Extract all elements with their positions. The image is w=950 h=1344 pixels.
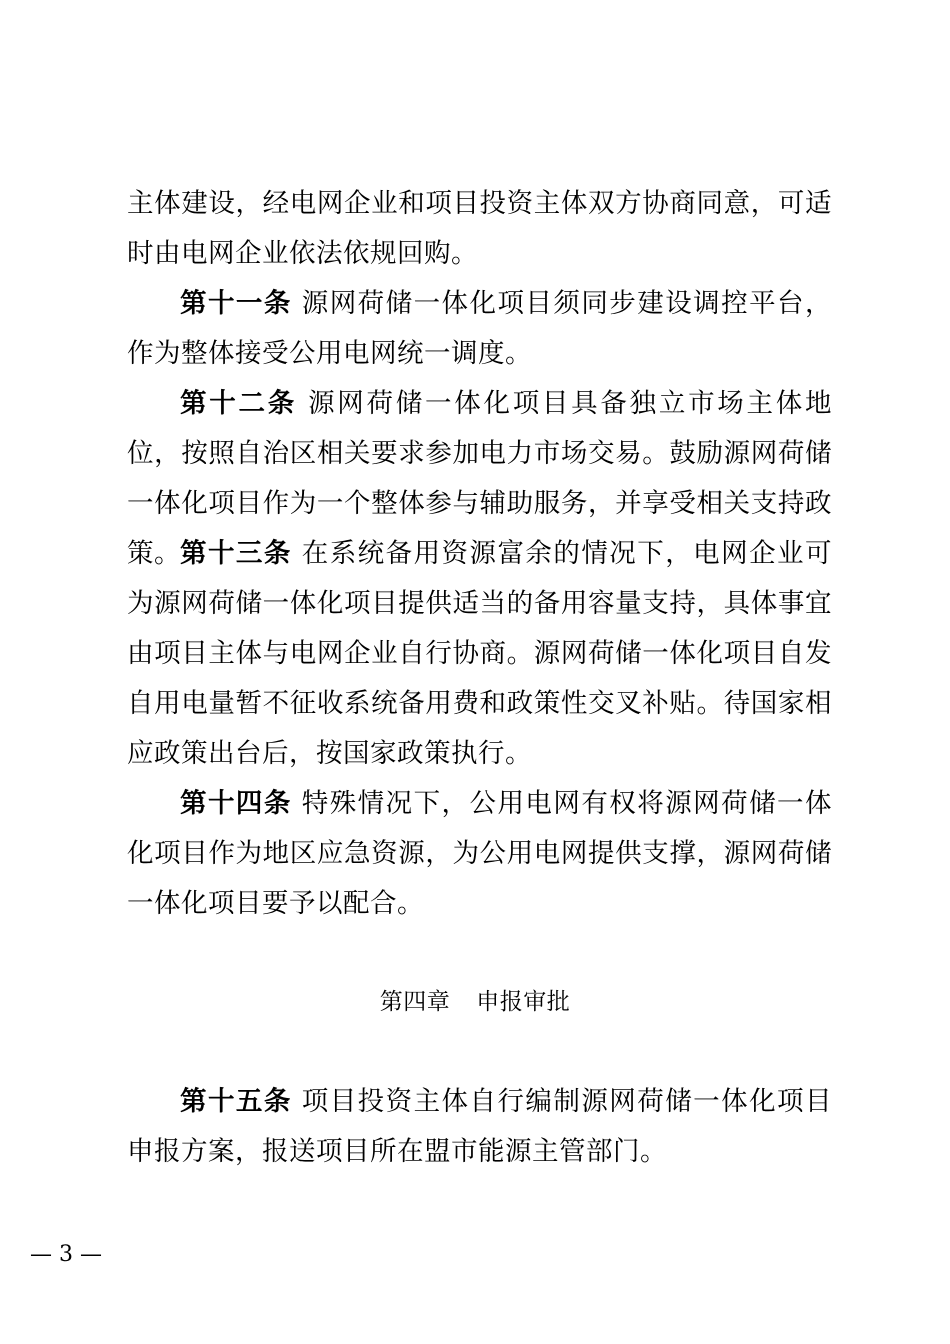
article-text: 源网荷储一体化项目具备独立市场主体地位，按照自治区相关要求参加电力市场交易。鼓励源网荷储一体化项目作为一个整体参与辅助服务，并享受相关支持政策。 xyxy=(127,388,832,569)
article-label: 第十五条 xyxy=(180,1086,292,1117)
article-text: 项目投资主体自行编制源网荷储一体化项目申报方案，报送项目所在盟市能源主管部门。 xyxy=(127,1086,833,1167)
article-label: 第十二条 xyxy=(180,388,297,419)
article-text: 特殊情况下，公用电网有权将源网荷储一体化项目作为地区应急资源，为公用电网提供支撑，源网荷储一体化项目要予以配合。 xyxy=(127,788,833,919)
chapter-title: 申报审批 xyxy=(476,989,571,1015)
article-15 xyxy=(127,1077,832,1177)
page-number: — 3 — xyxy=(30,1242,102,1267)
continuation-text: 主体建设，经电网企业和项目投资主体双方协商同意，可适时由电网企业依法依规回购。 xyxy=(127,188,832,269)
article-text: 源网荷储一体化项目须同步建设调控平台，作为整体接受公用电网统一调度。 xyxy=(127,288,833,369)
chapter-number: 第四章 xyxy=(379,989,451,1015)
article-13 xyxy=(127,529,832,779)
article-14 xyxy=(127,779,832,929)
article-11 xyxy=(127,279,832,379)
article-label: 第十四条 xyxy=(180,788,292,819)
article-text: 在系统备用资源富余的情况下，电网企业可为源网荷储一体化项目提供适当的备用容量支持，具体事宜由项目主体与电网企业自行协商。源网荷储一体化项目自发自用电量暂不征收系统备用费和政策性交叉补贴。待国家相应政策出台后，按国家政策执行。 xyxy=(127,538,833,769)
article-label: 第十一条 xyxy=(180,288,292,319)
article-label: 第十三条 xyxy=(180,538,292,569)
continuation-paragraph xyxy=(127,179,832,279)
chapter-heading xyxy=(0,982,950,1022)
